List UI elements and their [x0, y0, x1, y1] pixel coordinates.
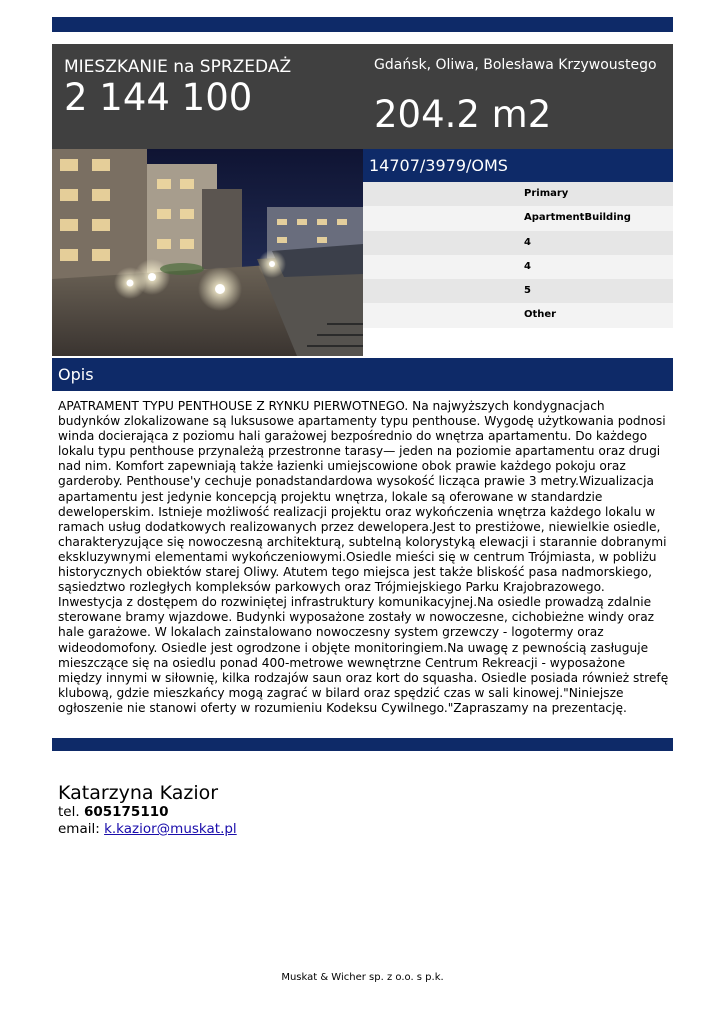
- listing-location: Gdańsk, Oliwa, Bolesława Krzywoustego: [374, 57, 657, 73]
- listing-header: [52, 44, 673, 149]
- property-row: [363, 303, 673, 327]
- reference-bar: [363, 149, 673, 182]
- agent-phone-label: tel.: [58, 804, 80, 820]
- property-value: Primary: [524, 188, 569, 199]
- listing-type: MIESZKANIE na SPRZEDAŻ: [64, 57, 292, 77]
- divider-accent-bar: [52, 738, 673, 751]
- property-photo-image: [52, 149, 363, 356]
- property-value: 4: [524, 260, 531, 272]
- agent-phone[interactable]: 605175110: [83, 804, 169, 820]
- agent-email-link[interactable]: k.kazior@muskat.pl: [104, 821, 237, 837]
- property-row: [363, 182, 673, 206]
- property-value: 4: [524, 236, 531, 248]
- property-row: [363, 206, 673, 230]
- property-row: [363, 231, 673, 255]
- description-heading-bar: [52, 358, 673, 391]
- reference-number: 14707/3979/OMS: [369, 156, 508, 175]
- agent-email-label: email:: [58, 821, 100, 837]
- description-text: APATRAMENT TYPU PENTHOUSE Z RYNKU PIERWOTNEGO. Na najwyższych kondygnacjach budynków zlokalizowane są luksusowe apartamenty typu penthouse. Wygodę użytkowania podnosi winda docierająca z poziomu hali garażowej bezpośrednio do wnętrza apartamentu. Do każdego lokalu typu penthouse przynależą przestronne tarasy— jeden na poziomie apartamentu oraz drugi nad nim. Komfort zapewniają także łazienki umiejscowione obok prawie każdego pokoju oraz garderoby. Penthouse'y cechuje ponadstandardowa wysokość licząca prawie 3 metry.Wizualizacja apartamentu jest jedynie koncepcją projektu wnętrza, lokale są oferowane w standardzie deweloperskim. Istnieje możliwość realizacji projektu oraz wykończenia wnętrza każdego lokalu w ramach usług dodatkowych realizowanych przez dewelopera.Jest to prestiżowe, niewielkie osiedle, charakteryzujące się nowoczesną architekturą, subtelną kolorystyką elewacji i starannie dobranymi ekskluzywnymi elementami wykończeniowymi.Osiedle mieści się w centrum Trójmiasta, w pobliżu historycznych obiektów starej Oliwy. Atutem tego miejsca jest także bliskość pasa nadmorskiego, sąsiedztwo rozległych kompleksów parkowych oraz Trójmiejskiego Parku Krajobrazowego. Inwestycja z dostępem do rozwiniętej infrastruktury komunikacyjnej.Na osiedle prowadzą zdalnie sterowane bramy wjazdowe. Budynki wyposażone zostały w nowoczesne, cichobieżne windy oraz hale garażowe. W lokalach zainstalowano nowoczesny system grzewczy - logotermy oraz wideodomofony. Osiedle jest ogrodzone i objęte monitoringiem.Na uwagę z pewnością zasługuje mieszczące się na osiedlu ponad 400-metrowe wewnętrzne Centrum Rekreacji - wyposażone między innymi w siłownię, kilka rodzajów saun oraz kort do squasha. Osiedle posiada również strefę klubową, gdzie mieszkańcy mogą zagrać w bilard oraz spędzić czas w sali kinowej."Niniejsze ogłoszenie nie stanowi oferty w rozumieniu Kodeksu Cywilnego."Zapraszamy na prezentację.: [58, 399, 669, 715]
- property-row: [363, 279, 673, 303]
- top-accent-bar: [52, 17, 673, 32]
- agent-name: Katarzyna Kazior: [58, 782, 219, 804]
- property-photo: [52, 149, 363, 356]
- description-heading: Opis: [58, 365, 94, 384]
- property-value: Other: [524, 309, 557, 321]
- listing-price: 2 144 100: [64, 76, 253, 119]
- property-list: [363, 182, 673, 328]
- footer-company: Muskat & Wicher sp. z o.o. s p.k.: [281, 972, 444, 983]
- property-value: ApartmentBuilding: [524, 212, 631, 224]
- property-row: [363, 255, 673, 279]
- agent-email-line: [58, 821, 237, 837]
- agent-phone-line: [58, 804, 169, 820]
- listing-area: 204.2 m2: [374, 93, 552, 136]
- property-value: 5: [524, 285, 531, 297]
